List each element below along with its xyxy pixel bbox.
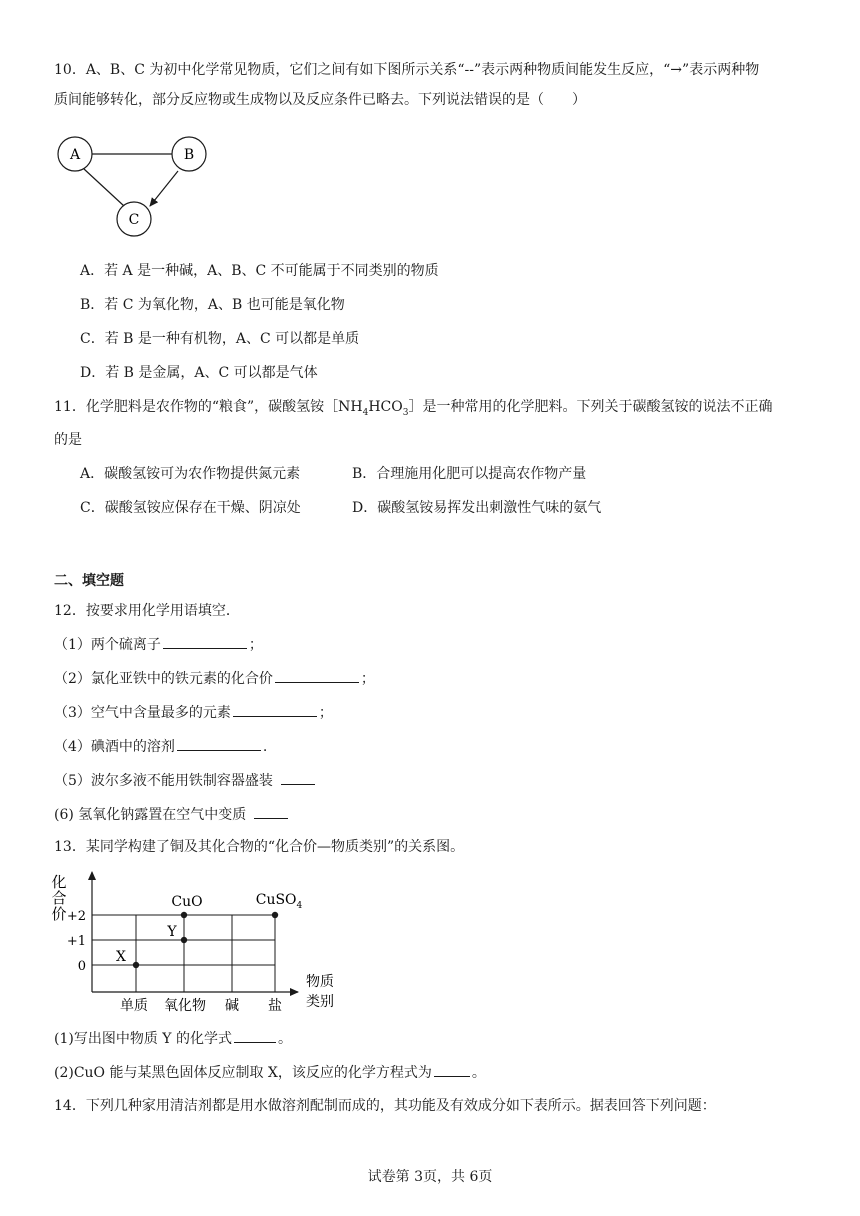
q12-item-1: （1）两个硫离子 ； xyxy=(54,634,263,655)
q11-stem-line2: 的是 xyxy=(54,432,82,448)
point-cuso4 xyxy=(272,912,278,918)
q12-item-6: (6) 氢氧化钠露置在空气中变质 xyxy=(54,804,290,825)
node-a xyxy=(58,137,92,171)
point-cuo xyxy=(181,912,187,918)
q11-option-d: D．碳酸氢铵易挥发出刺激性气味的氨气 xyxy=(352,500,602,516)
x-axis-label-2: 类别 xyxy=(306,994,334,1010)
point-label-cuso4: CuSO$_4$ xyxy=(255,892,303,911)
x-tick-elemental: 单质 xyxy=(120,998,148,1014)
y-axis-label-2: 合 xyxy=(51,889,67,907)
y-tick-plus1: +1 xyxy=(66,934,86,949)
x-tick-oxide: 氧化物 xyxy=(164,998,206,1014)
q10-option-c: C．若 B 是一种有机物，A、C 可以都是单质 xyxy=(80,331,360,347)
node-b xyxy=(172,137,206,171)
answer-blank[interactable] xyxy=(163,634,247,649)
svg-text:C: C xyxy=(128,212,140,228)
answer-blank[interactable] xyxy=(254,804,288,819)
q11-stem-line1: 11．化学肥料是农作物的“粮食”，碳酸氢铵$[NH_4HCO_3]$是一种常用的化学肥料。下列关于碳酸氢铵的说法不正确 xyxy=(54,399,773,418)
answer-blank[interactable] xyxy=(177,736,261,751)
point-x xyxy=(133,962,139,968)
q10-option-a: A．若 A 是一种碱，A、B、C 不可能属于不同类别的物质 xyxy=(80,263,439,279)
svg-text:B: B xyxy=(183,147,195,163)
page-footer: 试卷第 3页，共 6页 xyxy=(367,1169,493,1185)
q11-option-a: A．碳酸氢铵可为农作物提供氮元素 xyxy=(80,466,301,482)
q12-item-4: （4）碘酒中的溶剂 . xyxy=(54,736,267,757)
q12-item-5: （5）波尔多液不能用铁制容器盛装 xyxy=(54,770,317,791)
y-tick-plus2: +2 xyxy=(66,909,86,924)
x-tick-salt: 盐 xyxy=(268,998,282,1014)
y-tick-0: 0 xyxy=(77,959,86,974)
point-label-x: X xyxy=(116,949,126,965)
q11-option-c: C．碳酸氢铵应保存在干燥、阴凉处 xyxy=(80,500,301,516)
q13-sub-2: (2)CuO 能与某黑色固体反应制取 X，该反应的化学方程式为 。 xyxy=(54,1062,486,1083)
x-axis-label-1: 物质 xyxy=(306,974,334,990)
arrow-b-c xyxy=(150,171,178,206)
q12-stem: 12．按要求用化学用语填空． xyxy=(54,603,240,619)
svg-text:A: A xyxy=(69,147,81,163)
x-tick-base: 碱 xyxy=(225,998,239,1014)
answer-blank[interactable] xyxy=(275,668,359,683)
q10-option-d: D．若 B 是金属，A、C 可以都是气体 xyxy=(80,365,318,381)
answer-blank[interactable] xyxy=(281,770,315,785)
q12-item-3: （3）空气中含量最多的元素 ； xyxy=(54,702,333,723)
answer-blank[interactable] xyxy=(434,1062,470,1077)
q13-valence-chart xyxy=(48,868,348,1014)
q13-stem: 13．某同学构建了铜及其化合物的“化合价—物质类别”的关系图。 xyxy=(54,839,465,855)
q10-relation-diagram xyxy=(54,134,224,246)
answer-blank[interactable] xyxy=(234,1028,276,1043)
q10-option-b: B．若 C 为氧化物，A、B 也可能是氧化物 xyxy=(80,297,345,313)
q14-stem: 14．下列几种家用清洁剂都是用水做溶剂配制而成的，其功能及有效成分如下表所示。据表回答下列问题： xyxy=(54,1098,716,1114)
q13-sub-1: (1)写出图中物质 Y 的化学式 。 xyxy=(54,1028,292,1049)
answer-blank[interactable] xyxy=(233,702,317,717)
section-title-fill-in: 二、填空题 xyxy=(54,573,124,589)
q11-option-b: B．合理施用化肥可以提高农作物产量 xyxy=(352,466,587,482)
node-c xyxy=(117,202,151,236)
point-label-cuo: CuO xyxy=(171,894,203,910)
y-axis-label-1: 化 xyxy=(51,873,67,891)
point-label-y: Y xyxy=(167,924,177,940)
q10-stem-line2: 质间能够转化，部分反应物或生成物以及反应条件已略去。下列说法错误的是（ ） xyxy=(54,92,586,108)
q12-item-2: （2）氯化亚铁中的铁元素的化合价 ； xyxy=(54,668,375,689)
q10-stem-line1: 10．A、B、C 为初中化学常见物质，它们之间有如下图所示关系“--”表示两种物质间能发生反应，“→”表示两种物 xyxy=(54,62,760,78)
point-y xyxy=(181,937,187,943)
edge-a-c xyxy=(84,169,124,206)
y-axis-label-3: 价 xyxy=(51,905,67,923)
